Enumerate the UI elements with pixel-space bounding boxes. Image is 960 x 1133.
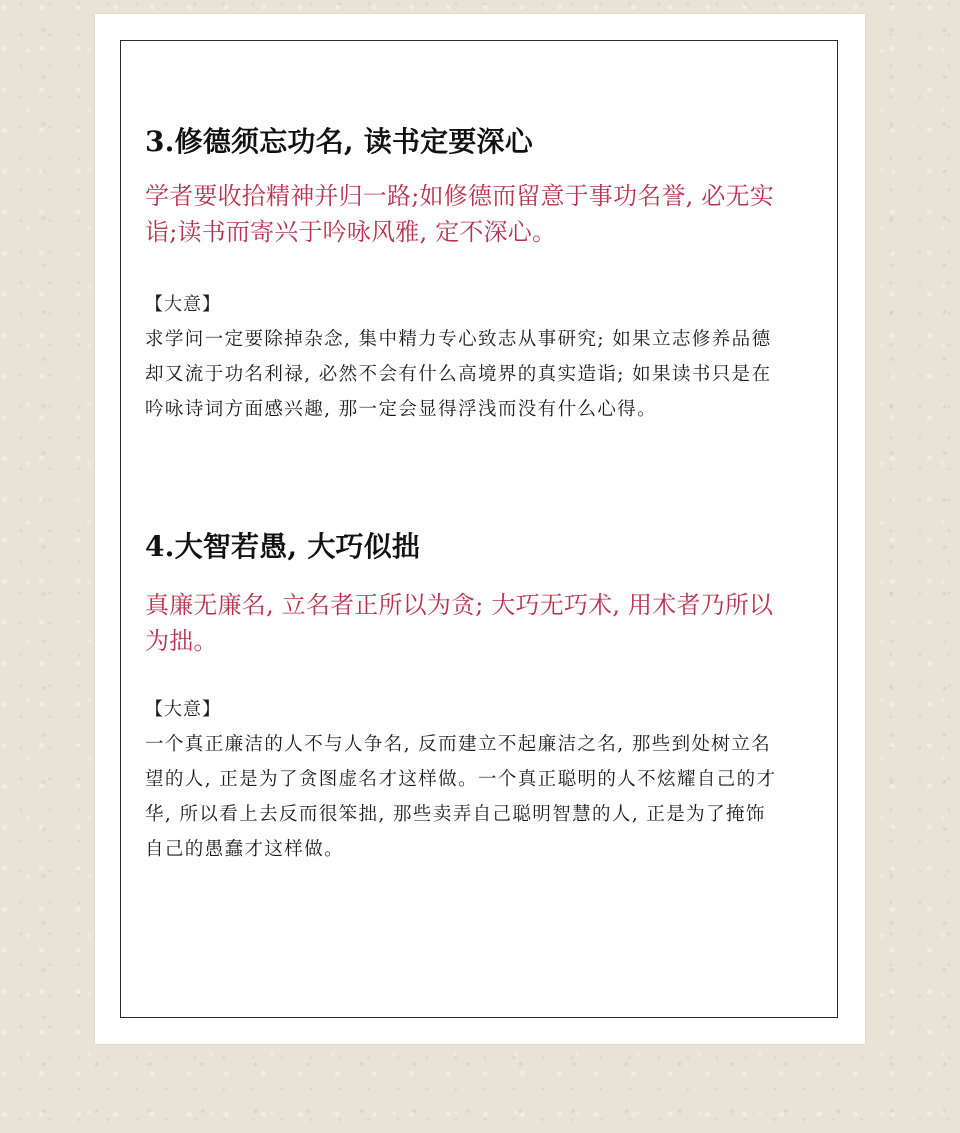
section-title: 3.修德须忘功名, 读书定要深心 bbox=[145, 125, 533, 158]
content-area bbox=[145, 114, 785, 867]
meaning-text: 一个真正廉洁的人不与人争名, 反而建立不起廉洁之名, 那些到处树立名望的人, 正是为了贪图虚名才这样做。一个真正聪明的人不炫耀自己的才华, 所以看上去反而很笨拙, 那些卖弄自己聪明智慧的人, 正是为了掩饰自己的愚蠢才这样做。 bbox=[145, 734, 777, 860]
meaning-label: 【大意】 bbox=[145, 699, 221, 720]
page-paper bbox=[95, 14, 865, 1044]
section-title: 4.大智若愚, 大巧似拙 bbox=[145, 530, 421, 563]
section-3 bbox=[145, 124, 785, 427]
section-4 bbox=[145, 529, 785, 867]
meaning-label: 【大意】 bbox=[145, 294, 221, 315]
section-quote: 学者要收拾精神并归一路;如修德而留意于事功名誉, 必无实诣;读书而寄兴于吟咏风雅, 定不深心。 bbox=[145, 182, 774, 246]
meaning-text: 求学问一定要除掉杂念, 集中精力专心致志从事研究; 如果立志修养品德却又流于功名利禄, 必然不会有什么高境界的真实造诣; 如果读书只是在吟咏诗词方面感兴趣, 那一定会显得浮浅而没有什么心得。 bbox=[145, 329, 772, 420]
section-quote: 真廉无廉名, 立名者正所以为贪; 大巧无巧术, 用术者乃所以为拙。 bbox=[145, 591, 774, 655]
